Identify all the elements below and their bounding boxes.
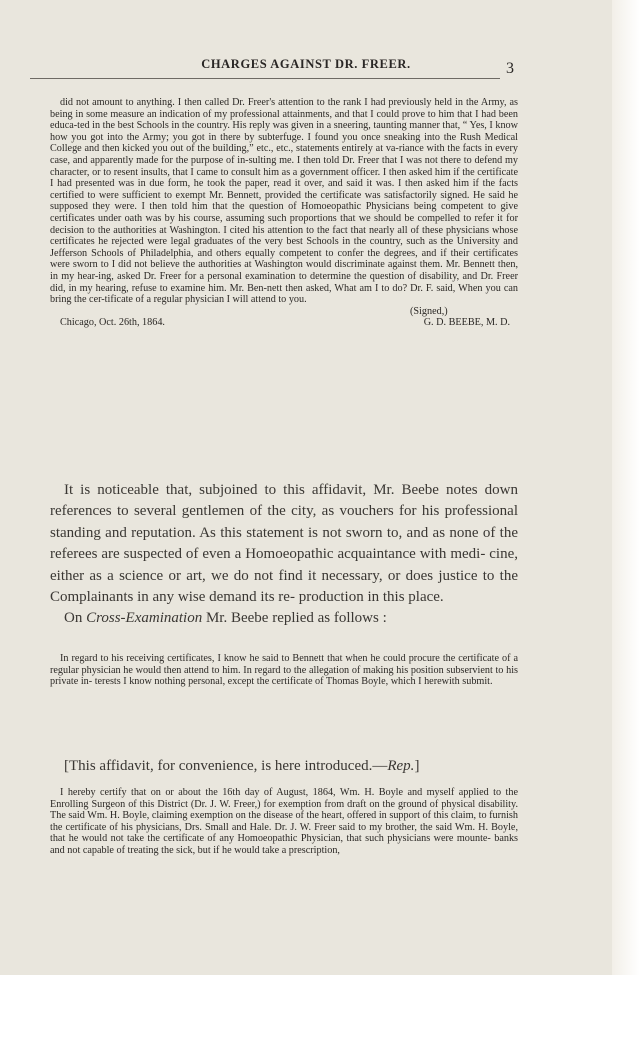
- boyle-affidavit-paragraph: I hereby certify that on or about the 16th day of August, 1864, Wm. H. Boyle and myself applied to the Enrolling Surgeon of this District (Dr. J. W. Freer,) for exemption from draft on the ground of physical disability. The said Wm. H. Boyle, claiming exemption on the disease of the heart, offered in support of this claim, to furnish the certificate of his physicians, Drs. Small and Hale. Dr. J. W. Freer said to my brother, the said Wm. H. Boyle, that he would not take the certificate of any Homoeopathic Physician, that such physicians were mounte- banks and not capable of treating the sick, but if he would take a prescription,: [50, 787, 518, 856]
- signature: G. D. BEEBE, M. D.: [423, 317, 510, 329]
- cross-examination-heading: [50, 608, 518, 629]
- place-date: Chicago, Oct. 26th, 1864.: [60, 317, 165, 329]
- introduction-close: ]: [414, 758, 420, 774]
- cross-examination-label: Cross-Examination: [86, 610, 203, 627]
- cross-prefix: On: [64, 610, 87, 627]
- introduction-paragraph: [50, 756, 518, 777]
- cross-examination-paragraph: In regard to his receiving certificates, I know he said to Bennett that when he could procure the certificate of a regular physician he would then attend to him. In regard to the allegation of making his position subservient to his private in- terests I know nothing personal, except the certificate of Thomas Boyle, which I herewith submit.: [50, 653, 518, 688]
- commentary-paragraph: It is noticeable that, subjoined to this affidavit, Mr. Beebe notes down references to several gentlemen of the city, as vouchers for his professional standing and reputation. As this statement is not sworn to, and as none of the referees are suspected of even a Homoeopathic acquaintance with medi- cine, either as a science or art, we do not find it necessary, or does justice to the Complainants in any wise demand its re- production in this place.: [50, 482, 518, 606]
- boyle-affidavit-text: [50, 787, 518, 857]
- cross-examination-text: [50, 653, 518, 688]
- affidavit-lines: did not amount to anything. I then called Dr. Freer's attention to the rank I had previously held in the Army, as being in some measure an indication of my professional attainments, and that I could prove to him that I had been educa-ted in the best Schools in the country. His reply was given in a sneering, taunting manner that, “ Yes, I know how you got into the Army; you got in there by subterfuge. I found you once sneaking into the Rush Medical College and then kicked you out of the building,” etc., etc., statements entirely at va-riance with the facts in every case, and apparently made for the purpose of in-sulting me. I then told Dr. Freer that I was not there to defend my character, or to resent insults, that I came to consult him as a government officer. I then asked him if the certificate I had presented was in due form, he took the paper, read it over, and said it was. I then asked him if the facts certified to were sufficient to exempt Mr. Bennett, provided the certificate was satisfactorily signed. He said he supposed they were. I then told him that the question of Homoeopathic Physicians being competent to give certificates under oath was by his course, assuming such proportions that we should be compelled to refer it for decision to the authorities at Washington. I cited his attention to the fact that nearly all of these physicians whose certificates he rejected were legal graduates of the very best Schools in the country, such as the University and Jefferson Schools of Philadelphia, and others equally competent to confer the degrees, and if their certificates were sworn to I did not believe the authorities at Washington would discriminate against them. Mr. Bennett then, in my hear-ing, asked Dr. Freer for a personal examination to determine the question of disability, and Dr. Freer did, in my hearing, refuse to examine him. Mr. Ben-nett then asked, What am I to do? Dr. F. said, When you can bring the cer-tificate of a regular physician I will attend to you.: [50, 97, 518, 306]
- introduction-text: [This affidavit, for convenience, is here introduced.—: [64, 758, 388, 774]
- affidavit-paragraph: [50, 97, 518, 306]
- running-title: CHARGES AGAINST DR. FREER.: [201, 57, 411, 71]
- page-edge: [612, 0, 640, 975]
- header-rule: [30, 78, 500, 79]
- signed-label: (Signed,): [410, 305, 448, 317]
- affidavit-text: [50, 97, 518, 329]
- introduction-note: [50, 756, 518, 777]
- cross-suffix: Mr. Beebe replied as follows :: [202, 610, 387, 627]
- commentary-text: [50, 480, 518, 630]
- reporter-abbreviation: Rep.: [387, 758, 415, 774]
- affidavit-signature-line: [50, 317, 518, 329]
- page-number: 3: [506, 60, 514, 77]
